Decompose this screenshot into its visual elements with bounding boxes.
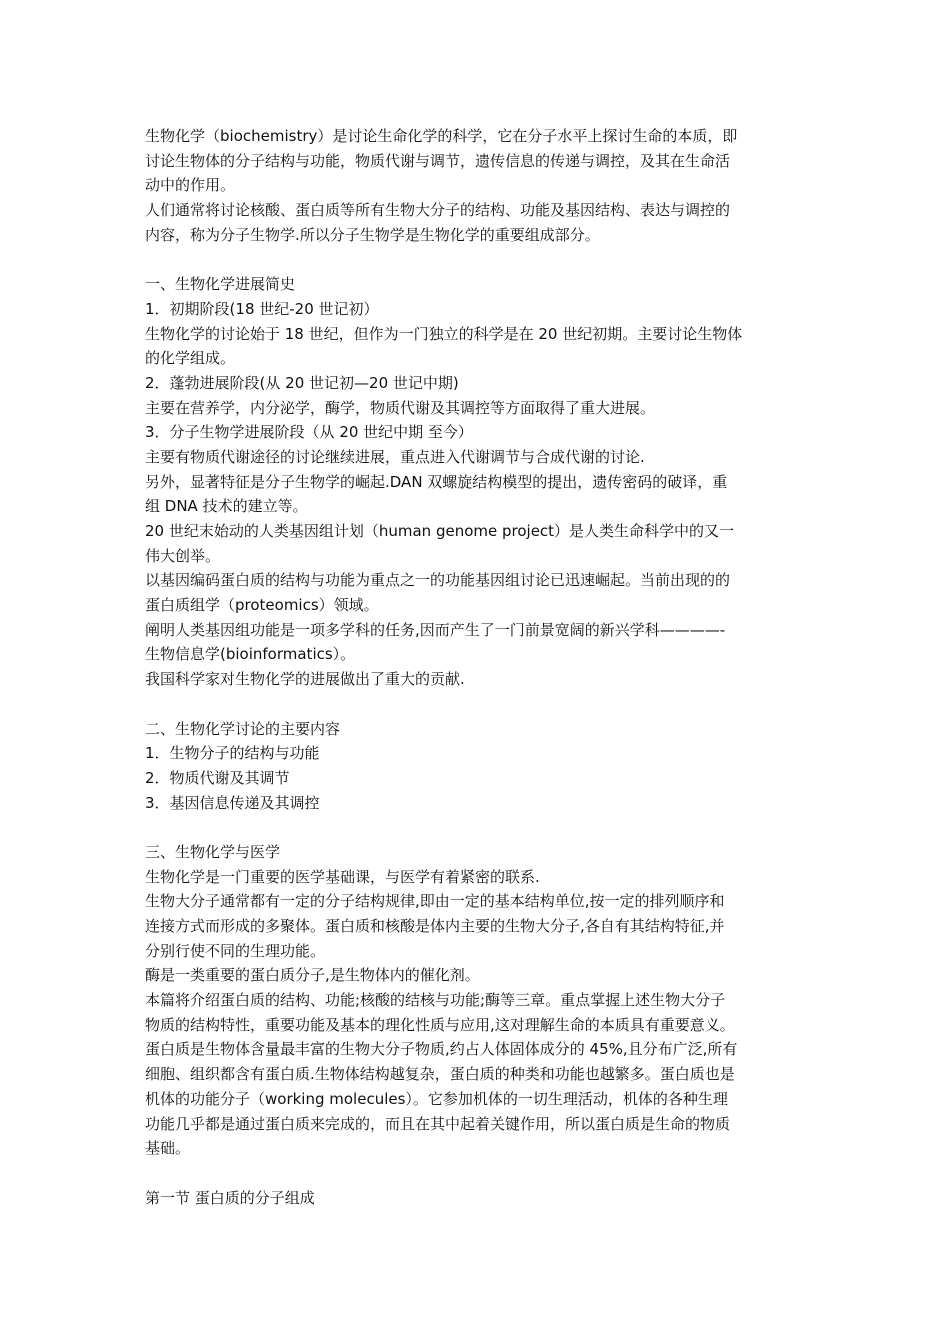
paragraph-line: 生物化学是一门重要的医学基础课，与医学有着紧密的联系. — [145, 867, 540, 886]
paragraph-line: 的化学组成。 — [145, 349, 236, 368]
paragraph-line: 另外，显著特征是分子生物学的崛起.DAN 双螺旋结构模型的提出，遗传密码的破译，重 — [145, 472, 728, 491]
paragraph-line: 连接方式而形成的多聚体。蛋白质和核酸是体内主要的生物大分子,各自有其结构特征,并 — [145, 917, 725, 935]
chapter-section-heading: 第一节 蛋白质的分子组成 — [145, 1188, 315, 1207]
paragraph-line: 本篇将介绍蛋白质的结构、功能;核酸的结核与功能;酶等三章。重点掌握上述生物大分子 — [145, 991, 726, 1010]
paragraph-line: 物质的结构特性，重要功能及基本的理化性质与应用,这对理解生命的本质具有重要意义。 — [145, 1015, 735, 1034]
intro-line-2: 讨论生物体的分子结构与功能，物质代谢与调节，遗传信息的传递与调控，及其在生命活 — [145, 151, 731, 170]
paragraph-line: 分别行使不同的生理功能。 — [145, 941, 326, 960]
section-1-heading: 一、生物化学进展简史 — [145, 275, 296, 294]
section-2-item-1: 1．生物分子的结构与功能 — [145, 744, 320, 763]
section-3-heading: 三、生物化学与医学 — [145, 842, 281, 861]
paragraph-line: 以基因编码蛋白质的结构与功能为重点之一的功能基因组讨论已迅速崛起。当前出现的的 — [145, 571, 731, 590]
paragraph-line: 酶是一类重要的蛋白质分子,是生物体内的催化剂。 — [145, 966, 480, 985]
paragraph-line: 功能几乎都是通过蛋白质来完成的，而且在其中起着关键作用，所以蛋白质是生命的物质 — [145, 1114, 731, 1133]
paragraph-line: 蛋白质组学（proteomics）领域。 — [145, 596, 379, 615]
section-2-item-3: 3．基因信息传递及其调控 — [145, 793, 320, 812]
paragraph-line: 我国科学家对生物化学的进展做出了重大的贡献. — [145, 670, 465, 689]
intro-line-1: 生物化学（biochemistry）是讨论生命化学的科学，它在分子水平上探讨生命的本质，即 — [145, 127, 738, 145]
intro-line-3: 动中的作用。 — [145, 176, 236, 195]
paragraph-line: 生物信息学(bioinformatics）。 — [145, 645, 356, 664]
section-2-heading: 二、生物化学讨论的主要内容 — [145, 719, 341, 738]
section-1-item-2: 2．蓬勃进展阶段(从 20 世记初—20 世记中期) — [145, 373, 459, 392]
intro-line-4: 人们通常将讨论核酸、蛋白质等所有生物大分子的结构、功能及基因结构、表达与调控的 — [145, 201, 731, 220]
paragraph-line: 生物大分子通常都有一定的分子结构规律,即由一定的基本结构单位,按一定的排列顺序和 — [145, 892, 725, 911]
paragraph-line: 机体的功能分子（working molecules）。它参加机体的一切生理活动，机体的各种生理 — [145, 1089, 728, 1108]
section-2-item-2: 2．物质代谢及其调节 — [145, 768, 290, 787]
blank-line — [145, 1161, 808, 1186]
paragraph-line: 阐明人类基因组功能是一项多学科的任务,因而产生了一门前景宽阔的新兴学科————- — [145, 620, 726, 639]
paragraph-line: 主要有物质代谢途径的讨论继续进展，重点进入代谢调节与合成代谢的讨论. — [145, 447, 645, 466]
paragraph-line: 基础。 — [145, 1139, 191, 1158]
intro-line-5: 内容，称为分子生物学.所以分子生物学是生物化学的重要组成部分。 — [145, 225, 600, 244]
paragraph-line: 20 世纪末始动的人类基因组计划（human genome project）是人类生命科学中的又一 — [145, 522, 735, 540]
paragraph-line: 主要在营养学，内分泌学，酶学，物质代谢及其调控等方面取得了重大进展。 — [145, 398, 656, 417]
paragraph-line: 伟大创举。 — [145, 546, 221, 565]
blank-line — [145, 692, 808, 717]
blank-line — [145, 815, 808, 840]
paragraph-line: 生物化学的讨论始于 18 世纪，但作为一门独立的科学是在 20 世纪初期。主要讨论生物体 — [145, 324, 743, 343]
paragraph-line: 组 DNA 技术的建立等。 — [145, 497, 308, 516]
section-1-item-3: 3．分子生物学进展阶段（从 20 世纪中期 至今） — [145, 423, 473, 442]
paragraph-line: 细胞、组织都含有蛋白质.生物体结构越复杂，蛋白质的种类和功能也越繁多。蛋白质也是 — [145, 1065, 735, 1084]
blank-line — [145, 247, 808, 272]
paragraph-line: 蛋白质是生物体含量最丰富的生物大分子物质,约占人体固体成分的 45%,且分布广泛,所有 — [145, 1040, 738, 1059]
section-1-item-1: 1．初期阶段(18 世纪-20 世记初） — [145, 299, 379, 318]
